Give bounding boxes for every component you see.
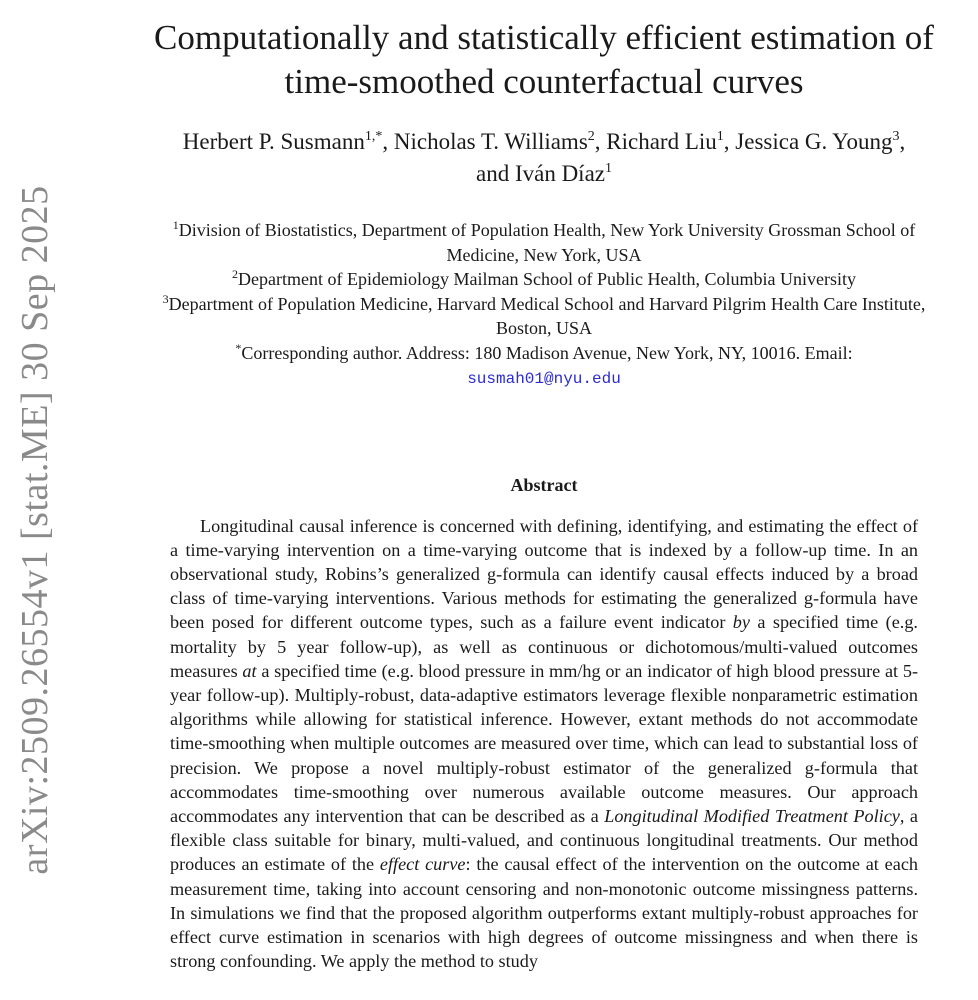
author-list: [110, 126, 978, 190]
author: Richard Liu$^1$,: [606, 129, 736, 154]
affiliation: $^2$Department of Epidemiology Mailman School of Public Health, Columbia University: [232, 267, 856, 289]
paper-first-page: [110, 0, 978, 973]
author: Herbert P. Susmann$^{1,*}$,: [182, 129, 394, 154]
arxiv-identifier: arXiv:2509.26554v1 [stat.ME] 30 Sep 2025: [14, 185, 56, 875]
affiliation: $^1$Division of Biostatistics, Department of Population Health, New York University Grossman School of Medicine, New York, USA: [172, 218, 916, 265]
abstract-heading: Abstract: [510, 474, 578, 495]
paper-title: [110, 16, 978, 104]
title-line-2: time-smoothed counterfactual curves: [284, 62, 804, 101]
email-link[interactable]: susmah01@nyu.edu: [467, 370, 621, 388]
affiliation: $^3$Department of Population Medicine, Harvard Medical School and Harvard Pilgrim Health Care Institute, Boston, USA: [162, 291, 926, 338]
author: Nicholas T. Williams$^2$,: [393, 129, 607, 154]
author: and Iván Díaz$^1$: [475, 161, 612, 186]
corresponding-author: *Corresponding author. Address: 180 Madison Avenue, New York, NY, 10016. Email:: [235, 340, 853, 363]
arxiv-stamp: [0, 0, 70, 1000]
title-line-1: Computationally and statistically efficient estimation of: [154, 18, 934, 57]
author: Jessica G. Young$^3$,: [735, 129, 906, 154]
affiliations: [110, 218, 978, 392]
abstract-text: Longitudinal causal inference is concerned with defining, identifying, and estimating the effect of a time-varying intervention on a time-varying outcome that is indexed by a follow-up time. In an observational study, Robins’s generalized g-formula can identify causal effects induced by a broad class of time-varying interventions. Various methods for estimating the generalized g-formula have been posed for different outcome types, such as a failure event indicator by a specified time (e.g. mortality by 5 year follow-up), as well as continuous or dichotomous/multi-valued outcomes measures at a specified time (e.g. blood pressure in mm/hg or an indicator of high blood pressure at 5-year follow-up). Multiply-robust, data-adaptive estimators leverage flexible nonparametric estimation algorithms while allowing for statistical inference. However, extant methods do not accommodate time-smoothing when multiple outcomes are measured over time, which can lead to substantial loss of precision. We propose a novel multiply-robust estimator of the generalized g-formula that accommodates time-smoothing over numerous available outcome measures. Our approach accommodates any intervention that can be described as a Longitudinal Modified Treatment Policy, a flexible class suitable for binary, multi-valued, and continuous longitudinal treatments. Our method produces an estimate of the effect curve: the causal effect of the intervention on the outcome at each measurement time, taking into account censoring and non-monotonic outcome missingness patterns. In simulations we find that the proposed algorithm outperforms extant multiply-robust approaches for effect curve estimation in scenarios with high degrees of outcome missingness and when there is strong confounding. We apply the method to study: [170, 515, 918, 972]
